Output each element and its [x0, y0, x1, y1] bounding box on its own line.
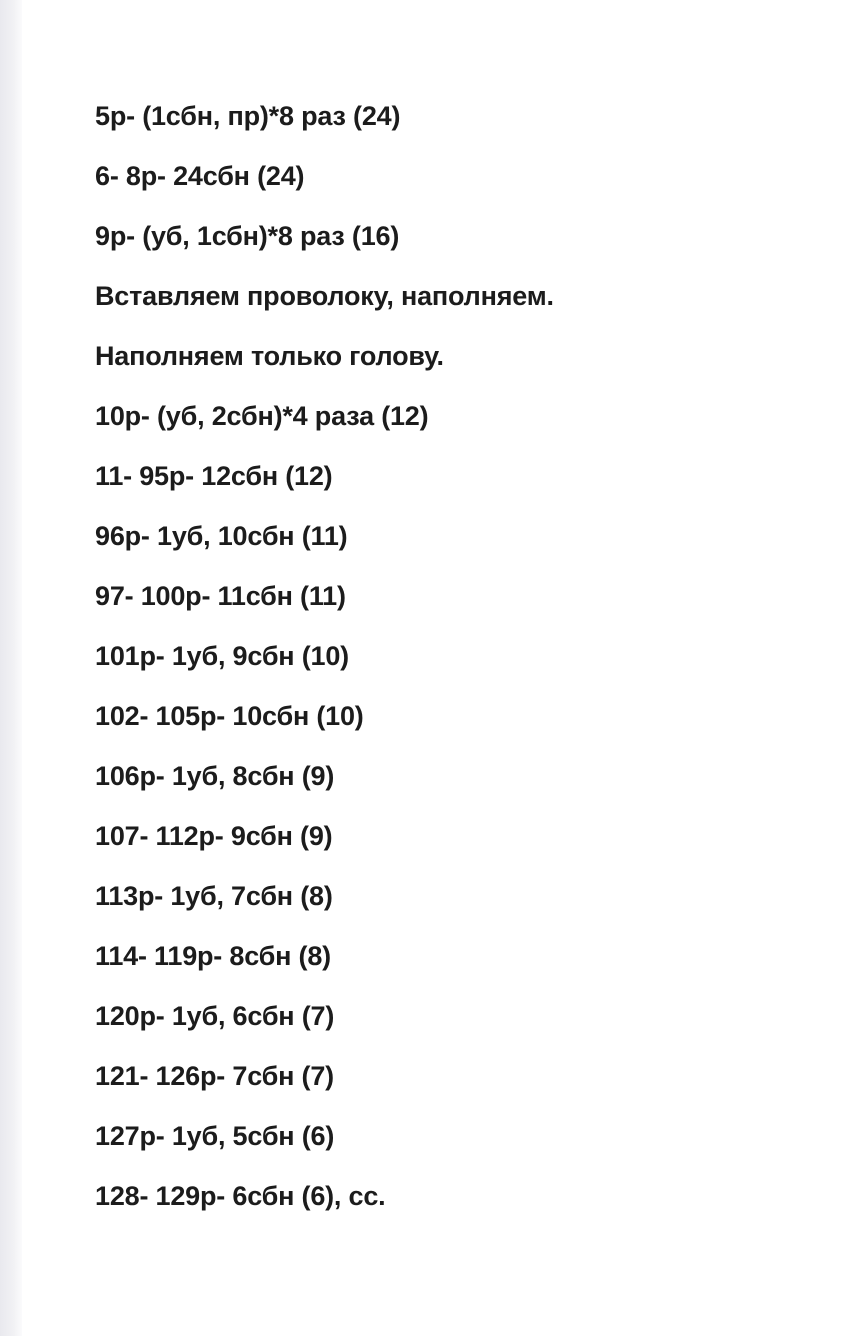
instruction-line: 120р- 1уб, 6сбн (7) — [95, 1001, 335, 1031]
instruction-line: 6- 8р- 24сбн (24) — [95, 161, 305, 191]
instruction-line: 102- 105р- 10сбн (10) — [95, 701, 364, 731]
instruction-line: 97- 100р- 11сбн (11) — [95, 581, 346, 611]
instruction-line: 121- 126р- 7сбн (7) — [95, 1061, 334, 1091]
instruction-line: Наполняем только голову. — [95, 341, 444, 371]
page-left-edge — [0, 0, 22, 1336]
instruction-line: 128- 129р- 6сбн (6), сс. — [95, 1181, 386, 1211]
instruction-line: 107- 112р- 9сбн (9) — [95, 821, 333, 851]
instruction-line: 5р- (1сбн, пр)*8 раз (24) — [95, 101, 401, 131]
instruction-line: 113р- 1уб, 7сбн (8) — [95, 881, 333, 911]
instruction-line: 9р- (уб, 1сбн)*8 раз (16) — [95, 221, 400, 251]
instruction-line: 96р- 1уб, 10сбн (11) — [95, 521, 348, 551]
instruction-list — [95, 96, 835, 1236]
instruction-line: 114- 119р- 8сбн (8) — [95, 941, 331, 971]
instruction-line: 11- 95р- 12сбн (12) — [95, 461, 333, 491]
instruction-line: Вставляем проволоку, наполняем. — [95, 281, 554, 311]
instruction-line: 10р- (уб, 2сбн)*4 раза (12) — [95, 401, 429, 431]
instruction-line: 101р- 1уб, 9сбн (10) — [95, 641, 349, 671]
instruction-line: 127р- 1уб, 5сбн (6) — [95, 1121, 335, 1151]
instruction-line: 106р- 1уб, 8сбн (9) — [95, 761, 335, 791]
